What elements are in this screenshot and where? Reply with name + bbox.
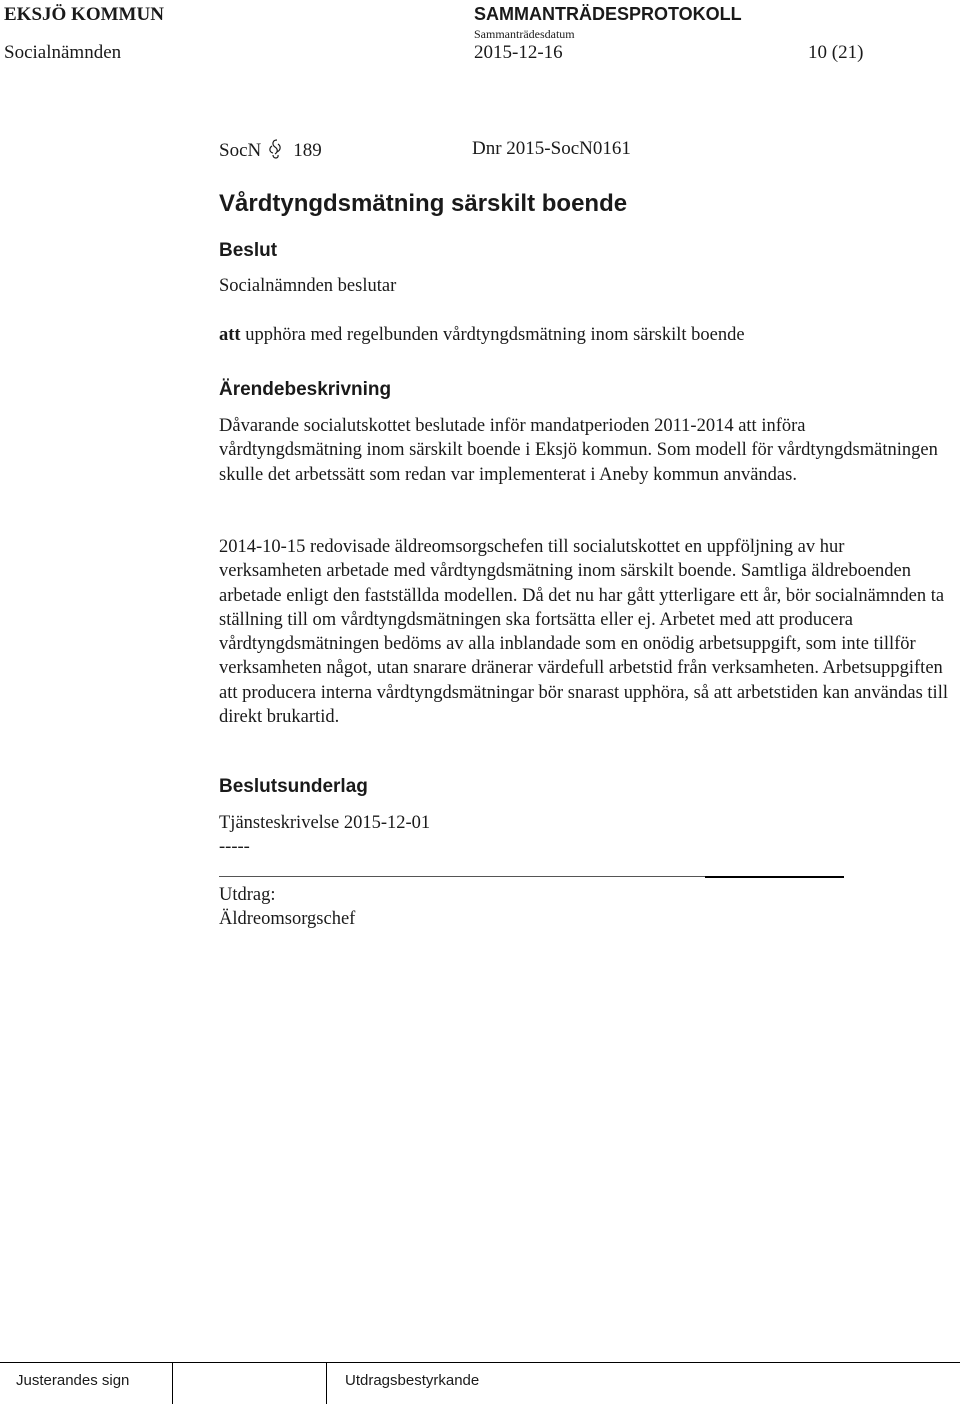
underlag-dashes: -----	[219, 837, 250, 857]
department-name: Socialnämnden	[4, 42, 122, 63]
meeting-date: 2015-12-16	[474, 42, 563, 63]
date-label: Sammanträdesdatum	[474, 27, 575, 41]
footer-rule	[0, 1362, 960, 1363]
beslut-heading: Beslut	[219, 240, 278, 261]
page-title: Vårdtyngdsmätning särskilt boende	[219, 190, 628, 217]
page-number: 10 (21)	[808, 42, 864, 63]
section-number: 189	[293, 140, 322, 161]
protocol-title: SAMMANTRÄDESPROTOKOLL	[474, 4, 742, 24]
org-name: EKSJÖ KOMMUN	[4, 4, 164, 25]
beslut-att-clause	[219, 323, 949, 347]
arende-paragraph-1: Dåvarande socialutskottet beslutade inför mandatperioden 2011-2014 att införa vårdtyngdsmätning inom särskilt boende i Eksjö kommun. Som modell för vårdtyngdsmätningen skulle det arbetssätt som redan var implementerat i Aneby kommun användas.	[219, 416, 938, 485]
footer-utdragsbestyrkande: Utdragsbestyrkande	[345, 1372, 480, 1389]
footer-divider	[172, 1362, 173, 1404]
footer-divider	[326, 1362, 327, 1404]
att-text: upphöra med regelbunden vårdtyngdsmätning inom särskilt boende	[240, 325, 745, 345]
paragraph-icon	[267, 138, 283, 160]
diary-number: Dnr 2015-SocN0161	[472, 138, 631, 159]
att-keyword: att	[219, 325, 241, 345]
separator-line-bold	[705, 876, 844, 878]
utdrag-label: Utdrag:	[219, 885, 276, 905]
section-reference	[219, 138, 322, 162]
beslut-intro: Socialnämnden beslutar	[219, 276, 397, 296]
arende-paragraph-2: 2014-10-15 redovisade äldreomsorgschefen till socialutskottet en uppföljning av hur verksamheten arbetade med vårdtyngdsmätning inom särskilt boende. Samtliga äldreboenden arbetade enligt den fastställda modellen. Då det nu har gått ytterligare ett år, bör socialnämnden ta ställning till om vårdtyngdsmätningen ska fortsätta eller ej. Arbetet med att producera vårdtyngdsmätningen bedöms av alla inblandade som en onödig arbetsuppgift, som inte tillför verksamheten något, utan snarare dränerar värdefull arbetstid från verksamheten. Arbetsuppgiften att producera interna vårdtyngdsmätningar bör snarast upphöra, så att arbetstiden kan användas till direkt brukartid.	[219, 537, 948, 728]
beslutsunderlag-heading: Beslutsunderlag	[219, 776, 368, 797]
footer-justerandes-sign: Justerandes sign	[16, 1372, 130, 1389]
arende-heading: Ärendebeskrivning	[219, 379, 392, 400]
underlag-item: Tjänsteskrivelse 2015-12-01	[219, 813, 431, 833]
utdrag-recipient: Äldreomsorgschef	[219, 909, 356, 929]
section-code: SocN	[219, 140, 262, 161]
